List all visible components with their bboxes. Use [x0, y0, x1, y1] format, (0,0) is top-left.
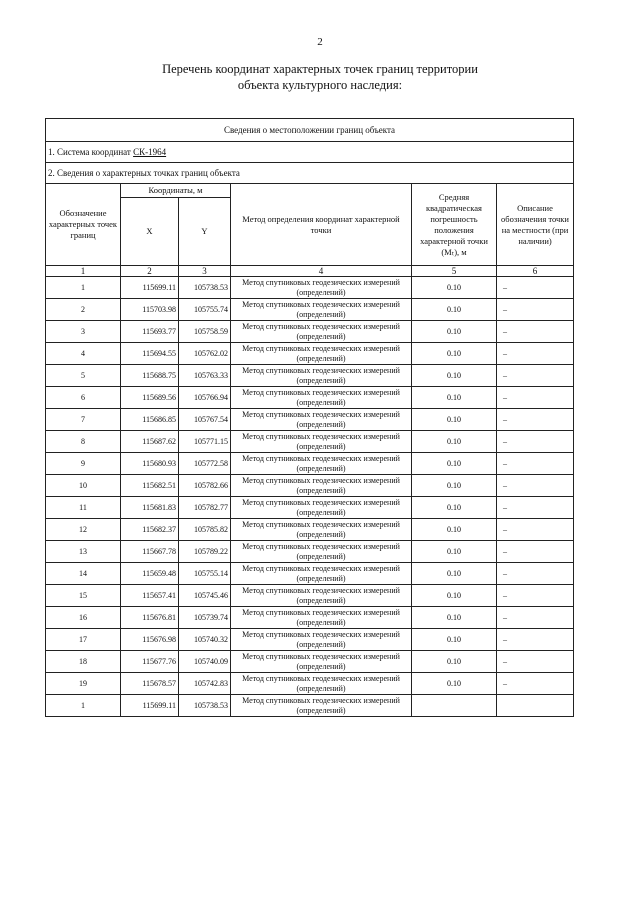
title-line-2: объекта культурного наследия: — [237, 78, 403, 92]
method-cell: Метод спутниковых геодезических измерений (определений) — [231, 343, 412, 365]
accuracy-cell: 0.10 — [412, 585, 497, 607]
page-number: 2 — [317, 36, 323, 48]
method-cell: Метод спутниковых геодезических измерений (определений) — [231, 299, 412, 321]
x-coordinate-cell: 115687.62 — [121, 431, 179, 453]
x-coordinate-cell: 115681.83 — [121, 497, 179, 519]
method-cell: Метод спутниковых геодезических измерений (определений) — [231, 321, 412, 343]
points-header: 2. Сведения о характерных точках границ объекта — [46, 163, 574, 184]
point-cell: 3 — [46, 321, 121, 343]
accuracy-cell: 0.10 — [412, 607, 497, 629]
col-header-description: Описание обозначения точки на местности (при наличии) — [497, 184, 574, 266]
method-cell: Метод спутниковых геодезических измерений (определений) — [231, 453, 412, 475]
col-header-y: Y — [179, 198, 231, 266]
y-coordinate-cell: 105740.09 — [179, 651, 231, 673]
table-row — [46, 651, 574, 673]
description-cell: – — [497, 277, 574, 299]
accuracy-cell: 0.10 — [412, 321, 497, 343]
x-coordinate-cell: 115682.37 — [121, 519, 179, 541]
description-cell: – — [497, 541, 574, 563]
method-cell: Метод спутниковых геодезических измерений (определений) — [231, 365, 412, 387]
x-coordinate-cell: 115659.48 — [121, 563, 179, 585]
table-row — [46, 343, 574, 365]
description-cell: – — [497, 387, 574, 409]
method-cell: Метод спутниковых геодезических измерений (определений) — [231, 541, 412, 563]
method-cell: Метод спутниковых геодезических измерений (определений) — [231, 519, 412, 541]
x-coordinate-cell: 115676.98 — [121, 629, 179, 651]
description-cell: – — [497, 497, 574, 519]
y-coordinate-cell: 105758.59 — [179, 321, 231, 343]
table-row — [46, 695, 574, 717]
x-coordinate-cell: 115703.98 — [121, 299, 179, 321]
col-header-accuracy: Средняя квадратическая погрешность положения характерной точки (Mₜ), м — [412, 184, 497, 266]
x-coordinate-cell: 115682.51 — [121, 475, 179, 497]
point-cell: 8 — [46, 431, 121, 453]
accuracy-cell: 0.10 — [412, 299, 497, 321]
table-row — [46, 673, 574, 695]
table-row — [46, 585, 574, 607]
method-cell: Метод спутниковых геодезических измерений (определений) — [231, 607, 412, 629]
point-cell: 1 — [46, 695, 121, 717]
y-coordinate-cell: 105766.94 — [179, 387, 231, 409]
y-coordinate-cell: 105745.46 — [179, 585, 231, 607]
description-cell: – — [497, 585, 574, 607]
point-cell: 10 — [46, 475, 121, 497]
description-cell: – — [497, 453, 574, 475]
method-cell: Метод спутниковых геодезических измерений (определений) — [231, 563, 412, 585]
x-coordinate-cell: 115686.85 — [121, 409, 179, 431]
method-cell: Метод спутниковых геодезических измерений (определений) — [231, 387, 412, 409]
method-cell: Метод спутниковых геодезических измерений (определений) — [231, 629, 412, 651]
description-cell: – — [497, 299, 574, 321]
point-cell: 6 — [46, 387, 121, 409]
accuracy-cell: 0.10 — [412, 651, 497, 673]
accuracy-cell: 0.10 — [412, 343, 497, 365]
point-cell: 16 — [46, 607, 121, 629]
accuracy-cell: 0.10 — [412, 409, 497, 431]
table-row — [46, 277, 574, 299]
description-cell: – — [497, 431, 574, 453]
y-coordinate-cell: 105739.74 — [179, 607, 231, 629]
description-cell: – — [497, 343, 574, 365]
x-coordinate-cell: 115699.11 — [121, 277, 179, 299]
section-header: Сведения о местоположении границ объекта — [46, 119, 574, 142]
description-cell: – — [497, 607, 574, 629]
accuracy-cell: 0.10 — [412, 563, 497, 585]
y-coordinate-cell: 105767.54 — [179, 409, 231, 431]
point-cell: 1 — [46, 277, 121, 299]
y-coordinate-cell: 105771.15 — [179, 431, 231, 453]
accuracy-cell: 0.10 — [412, 475, 497, 497]
accuracy-cell: 0.10 — [412, 387, 497, 409]
y-coordinate-cell: 105755.74 — [179, 299, 231, 321]
table-row — [46, 519, 574, 541]
coordinates-table — [45, 118, 574, 717]
description-cell: – — [497, 651, 574, 673]
accuracy-cell: 0.10 — [412, 541, 497, 563]
col-number: 1 — [46, 266, 121, 277]
y-coordinate-cell: 105742.83 — [179, 673, 231, 695]
col-number: 3 — [179, 266, 231, 277]
point-cell: 11 — [46, 497, 121, 519]
accuracy-cell: 0.10 — [412, 629, 497, 651]
x-coordinate-cell: 115676.81 — [121, 607, 179, 629]
description-cell: – — [497, 365, 574, 387]
y-coordinate-cell: 105738.53 — [179, 277, 231, 299]
table-row — [46, 431, 574, 453]
y-coordinate-cell: 105782.66 — [179, 475, 231, 497]
description-cell: – — [497, 563, 574, 585]
x-coordinate-cell: 115694.55 — [121, 343, 179, 365]
table-row — [46, 629, 574, 651]
col-number: 6 — [497, 266, 574, 277]
column-number-row — [46, 266, 574, 277]
y-coordinate-cell: 105763.33 — [179, 365, 231, 387]
point-cell: 19 — [46, 673, 121, 695]
x-coordinate-cell: 115677.76 — [121, 651, 179, 673]
table-row — [46, 321, 574, 343]
col-number: 4 — [231, 266, 412, 277]
col-header-x: X — [121, 198, 179, 266]
table-row — [46, 607, 574, 629]
x-coordinate-cell: 115657.41 — [121, 585, 179, 607]
x-coordinate-cell: 115693.77 — [121, 321, 179, 343]
point-cell: 13 — [46, 541, 121, 563]
method-cell: Метод спутниковых геодезических измерений (определений) — [231, 277, 412, 299]
col-number: 2 — [121, 266, 179, 277]
table-row — [46, 497, 574, 519]
y-coordinate-cell: 105782.77 — [179, 497, 231, 519]
accuracy-cell: 0.10 — [412, 431, 497, 453]
y-coordinate-cell: 105738.53 — [179, 695, 231, 717]
table-row — [46, 299, 574, 321]
x-coordinate-cell: 115699.11 — [121, 695, 179, 717]
point-cell: 9 — [46, 453, 121, 475]
method-cell: Метод спутниковых геодезических измерений (определений) — [231, 431, 412, 453]
x-coordinate-cell: 115680.93 — [121, 453, 179, 475]
accuracy-cell: 0.10 — [412, 365, 497, 387]
x-coordinate-cell: 115667.78 — [121, 541, 179, 563]
x-coordinate-cell: 115689.56 — [121, 387, 179, 409]
y-coordinate-cell: 105772.58 — [179, 453, 231, 475]
point-cell: 18 — [46, 651, 121, 673]
y-coordinate-cell: 105785.82 — [179, 519, 231, 541]
table-row — [46, 409, 574, 431]
point-cell: 14 — [46, 563, 121, 585]
col-header-method: Метод определения координат характерной точки — [231, 184, 412, 266]
col-number: 5 — [412, 266, 497, 277]
method-cell: Метод спутниковых геодезических измерений (определений) — [231, 475, 412, 497]
y-coordinate-cell: 105755.14 — [179, 563, 231, 585]
description-cell: – — [497, 475, 574, 497]
description-cell: – — [497, 673, 574, 695]
col-header-point: Обозначение характерных точек границ — [46, 184, 121, 266]
point-cell: 2 — [46, 299, 121, 321]
accuracy-cell: 0.10 — [412, 453, 497, 475]
description-cell: – — [497, 519, 574, 541]
col-header-coords: Координаты, м — [121, 184, 231, 198]
table-row — [46, 453, 574, 475]
accuracy-cell: 0.10 — [412, 497, 497, 519]
point-cell: 17 — [46, 629, 121, 651]
table-row — [46, 387, 574, 409]
document-title — [0, 61, 640, 93]
point-cell: 12 — [46, 519, 121, 541]
table-row — [46, 365, 574, 387]
accuracy-cell: 0.10 — [412, 277, 497, 299]
method-cell: Метод спутниковых геодезических измерений (определений) — [231, 673, 412, 695]
accuracy-cell: 0.10 — [412, 519, 497, 541]
x-coordinate-cell: 115688.75 — [121, 365, 179, 387]
coord-system-label: 1. Система координат — [48, 147, 131, 157]
point-cell: 15 — [46, 585, 121, 607]
method-cell: Метод спутниковых геодезических измерений (определений) — [231, 695, 412, 717]
method-cell: Метод спутниковых геодезических измерений (определений) — [231, 585, 412, 607]
y-coordinate-cell: 105789.22 — [179, 541, 231, 563]
table-row — [46, 563, 574, 585]
y-coordinate-cell: 105762.02 — [179, 343, 231, 365]
y-coordinate-cell: 105740.32 — [179, 629, 231, 651]
x-coordinate-cell: 115678.57 — [121, 673, 179, 695]
accuracy-cell — [412, 695, 497, 717]
table-row — [46, 541, 574, 563]
coord-system-value: СК-1964 — [133, 147, 167, 157]
method-cell: Метод спутниковых геодезических измерений (определений) — [231, 651, 412, 673]
coord-system-row — [46, 142, 574, 163]
method-cell: Метод спутниковых геодезических измерений (определений) — [231, 497, 412, 519]
accuracy-cell: 0.10 — [412, 673, 497, 695]
table-row — [46, 475, 574, 497]
description-cell: – — [497, 321, 574, 343]
description-cell — [497, 695, 574, 717]
description-cell: – — [497, 629, 574, 651]
description-cell: – — [497, 409, 574, 431]
title-line-1: Перечень координат характерных точек границ территории — [162, 62, 478, 76]
method-cell: Метод спутниковых геодезических измерений (определений) — [231, 409, 412, 431]
point-cell: 7 — [46, 409, 121, 431]
point-cell: 4 — [46, 343, 121, 365]
point-cell: 5 — [46, 365, 121, 387]
